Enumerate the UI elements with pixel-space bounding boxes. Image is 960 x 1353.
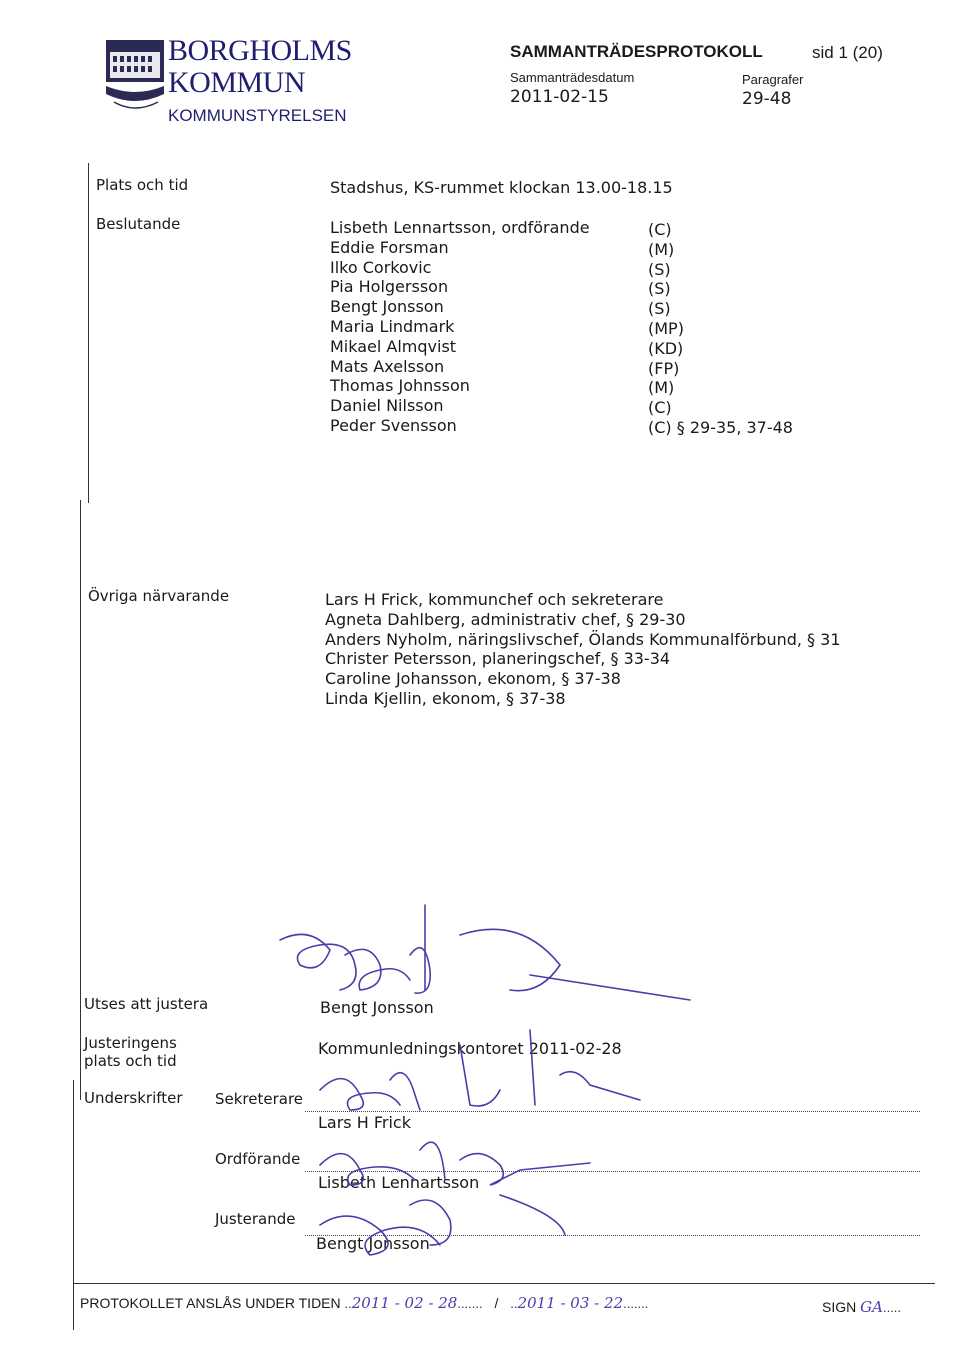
meeting-date: 2011-02-15 [510, 87, 609, 107]
paragraphs-label: Paragrafer [742, 72, 804, 87]
member-party: (MP) [648, 318, 684, 338]
signature-role: Justerande [215, 1210, 296, 1228]
adjust-place-label-1: Justeringens [84, 1034, 177, 1052]
decision-makers-parties [648, 220, 793, 438]
member-party: (C) § 29-35, 37-48 [648, 417, 793, 437]
signatory-name: Lisbeth Lennartsson [318, 1173, 480, 1192]
member-party: (FP) [648, 358, 680, 378]
page-number: sid 1 (20) [812, 43, 883, 62]
posting-period-text: PROTOKOLLET ANSLÅS UNDER TIDEN [80, 1295, 341, 1311]
posting-to-date: 2011 - 03 - 22 [517, 1294, 624, 1312]
member-party: (S) [648, 279, 671, 299]
signatory-name: Lars H Frick [318, 1113, 411, 1132]
dotted-leader: ....... [623, 1296, 649, 1311]
other-attendee: Anders Nyholm, näringslivschef, Ölands Kommunalförbund, § 31 [325, 629, 841, 649]
member-name: Peder Svensson [330, 415, 457, 435]
posting-separator: / [494, 1295, 499, 1311]
sign-field [822, 1298, 901, 1316]
other-attendee: Linda Kjellin, ekonom, § 37-38 [325, 688, 566, 708]
member-name: Lisbeth Lennartsson, ordförande [330, 218, 590, 237]
other-attendee: Caroline Johansson, ekonom, § 37-38 [325, 669, 621, 689]
paragraphs-range: 29-48 [742, 89, 792, 109]
others-label: Övriga närvarande [88, 587, 230, 605]
signature-role: Sekreterare [215, 1090, 304, 1108]
posting-from-date: 2011 - 02 - 28 [351, 1294, 458, 1312]
top-frame-divider [88, 163, 89, 503]
decision-makers-label: Beslutande [96, 215, 181, 233]
member-name: Mats Axelsson [330, 356, 445, 376]
sign-initials: GA [860, 1298, 883, 1316]
place-value: Stadshus, KS-rummet klockan 13.00-18.15 [330, 178, 673, 197]
document-type: SAMMANTRÄDESPROTOKOLL [510, 42, 763, 61]
adjuster-name: Bengt Jonsson [320, 998, 434, 1017]
other-attendee: Lars H Frick, kommunchef och sekreterare [325, 590, 664, 609]
adjust-place-label-2: plats och tid [84, 1052, 177, 1070]
dotted-leader: .. [344, 1296, 352, 1311]
member-name: Ilko Corkovic [330, 257, 432, 277]
dotted-leader: ....... [457, 1296, 483, 1311]
footer-rule [73, 1283, 935, 1284]
member-name: Daniel Nilsson [330, 396, 444, 416]
bottom-frame-divider [73, 1080, 74, 1330]
signature-line [305, 1111, 920, 1112]
member-name: Maria Lindmark [330, 316, 455, 336]
mid-frame-divider [80, 500, 81, 1100]
org-name-line2: KOMMUN [168, 66, 306, 99]
other-attendee: Christer Petersson, planeringschef, § 33-34 [325, 649, 671, 669]
member-party: (M) [648, 378, 675, 398]
member-party: (KD) [648, 338, 684, 358]
handwritten-signatures [260, 895, 700, 1265]
decision-makers-names [330, 218, 590, 436]
others-list [325, 590, 841, 709]
member-name: Bengt Jonsson [330, 297, 444, 317]
meeting-date-label: Sammanträdesdatum [510, 70, 635, 85]
member-party: (M) [648, 239, 675, 259]
member-name: Eddie Forsman [330, 237, 449, 257]
signature-line [305, 1171, 920, 1172]
org-name-line1: BORGHOLMS [168, 34, 352, 67]
member-name: Mikael Almqvist [330, 336, 457, 356]
member-party: (C) [648, 220, 672, 239]
signatures-label: Underskrifter [84, 1089, 183, 1107]
member-party: (S) [648, 259, 671, 279]
adjuster-label: Utses att justera [84, 995, 209, 1013]
member-party: (C) [648, 398, 672, 418]
signature-role: Ordförande [215, 1150, 301, 1168]
posting-period [80, 1294, 648, 1312]
signatory-name: Bengt Jonsson [316, 1234, 430, 1253]
municipality-logo [104, 38, 166, 116]
dotted-leader: ..... [882, 1300, 902, 1315]
adjust-place-value: Kommunledningskontoret 2011-02-28 [318, 1039, 622, 1058]
dotted-leader: .. [510, 1296, 518, 1311]
department-name: KOMMUNSTYRELSEN [168, 106, 347, 125]
member-name: Pia Holgersson [330, 277, 449, 297]
sign-label: SIGN [822, 1299, 857, 1315]
member-name: Thomas Johnsson [330, 376, 470, 396]
member-party: (S) [648, 299, 671, 319]
other-attendee: Agneta Dahlberg, administrativ chef, § 29-30 [325, 609, 686, 629]
place-label: Plats och tid [96, 176, 189, 194]
